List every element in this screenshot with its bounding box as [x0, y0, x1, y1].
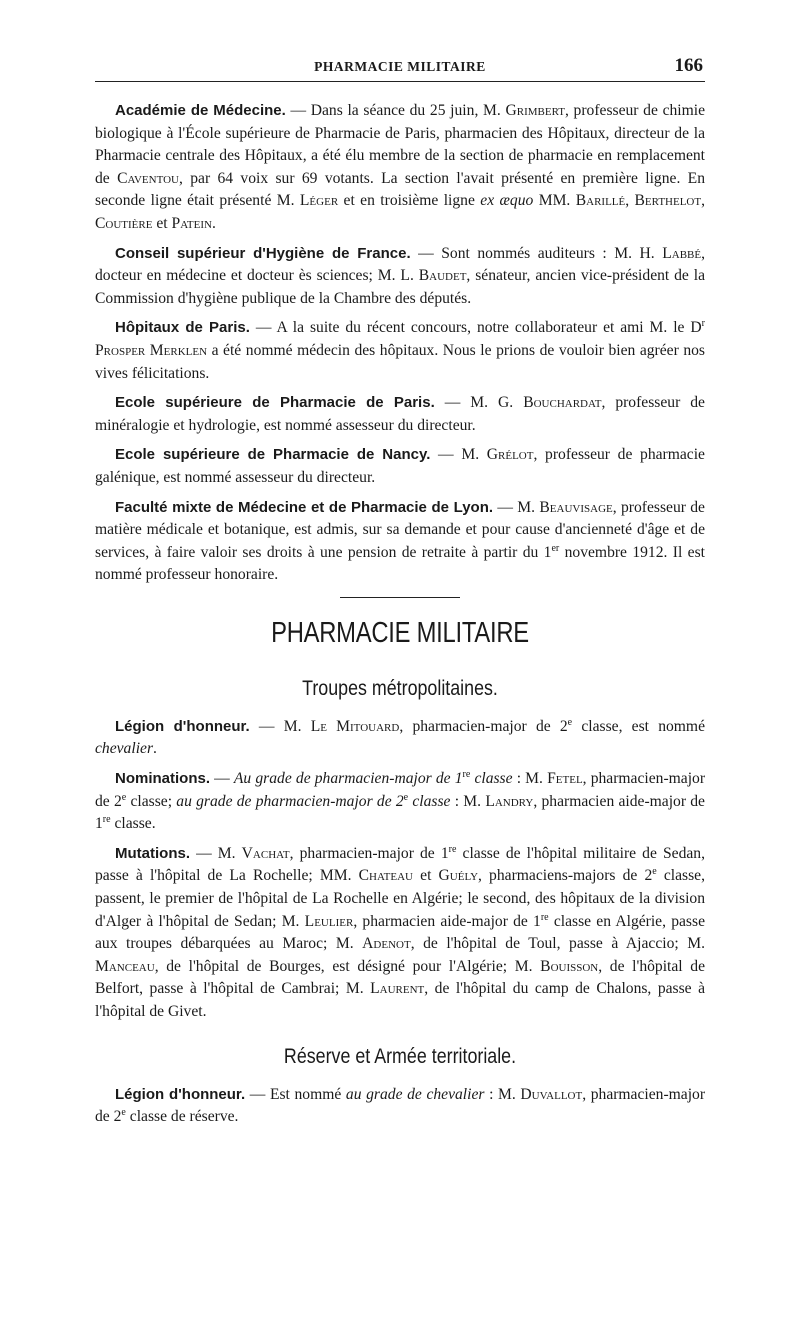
person-name: Le Mitouard	[310, 717, 400, 735]
superscript: re	[462, 768, 471, 780]
page-number: 166	[674, 55, 703, 76]
superscript: e	[121, 791, 127, 803]
person-name: Duvallot	[520, 1085, 583, 1103]
person-name: Grimbert	[505, 102, 565, 119]
person-name: Leulier	[304, 912, 354, 930]
italic-text: Au grade de pharmacien-major de 1	[233, 770, 463, 788]
news-paragraph	[95, 243, 705, 311]
paragraph-lead: Ecole supérieure de Pharmacie de Paris.	[115, 394, 435, 412]
text-run: , pharmacien-major de 2	[95, 770, 706, 810]
text-run: classe;	[126, 792, 177, 810]
running-header	[95, 55, 705, 82]
text-run: classe en Algérie, passe aux troupes débarquées au Maroc; M.	[95, 912, 705, 953]
subsection-title: Réserve et Armée territoriale.	[283, 1044, 517, 1068]
text-run: classe.	[110, 815, 156, 833]
person-name: Bouchardat	[523, 394, 602, 412]
military-paragraph	[95, 1084, 705, 1129]
text-run: , professeur de pharmacie galénique, est nommé assesseur du directeur.	[95, 446, 705, 486]
superscript: er	[551, 542, 560, 554]
person-name: Baudet	[418, 267, 467, 285]
paragraph-lead: Ecole supérieure de Pharmacie de Nancy.	[115, 446, 431, 464]
superscript: e	[403, 791, 409, 803]
italic-text: au grade de chevalier	[345, 1085, 485, 1103]
military-paragraph	[95, 716, 705, 761]
news-paragraph	[95, 100, 705, 236]
text-run: , docteur en médecine et docteur ès sciences; M. L.	[95, 244, 705, 285]
text-run: .	[211, 214, 216, 232]
text-run: — Dans la séance du 25 juin, M.	[285, 102, 506, 119]
text-run: et en troisième ligne	[338, 192, 481, 210]
paragraph-lead: Légion d'honneur.	[115, 717, 250, 735]
text-run: et	[413, 867, 439, 885]
text-run: classe de réserve.	[125, 1108, 239, 1126]
person-name: Guély	[438, 867, 479, 885]
text-run: — A la suite du récent concours, notre collaborateur et ami M. le D	[249, 319, 702, 337]
text-run: , pharmaciens-majors de 2	[478, 867, 653, 885]
italic-text: classe	[470, 770, 513, 788]
paragraph-body	[95, 845, 705, 1020]
person-name: Caventou	[117, 169, 180, 187]
text-run: , pharmacien aide-major de 1	[95, 792, 705, 833]
italic-text: classe	[408, 792, 451, 810]
person-name: Vachat	[241, 844, 290, 862]
person-name: Léger	[299, 192, 339, 210]
text-run: — M.	[493, 498, 540, 516]
text-run: et	[152, 214, 172, 232]
text-run: ,	[625, 192, 635, 210]
text-run: classe, passent, le premier de l'hôpital de La Rochelle en Algérie; le second, des hôpitaux de la division d'Alger à l'hôpital de Sedan; M.	[95, 867, 705, 930]
text-run: classe de l'hôpital militaire de Sedan, passe à l'hôpital de La Rochelle; MM.	[95, 844, 705, 885]
paragraph-lead: Hôpitaux de Paris.	[115, 319, 250, 337]
text-run: ,	[701, 192, 705, 210]
news-paragraph	[95, 497, 705, 587]
news-block	[95, 100, 705, 587]
military-paragraph	[95, 843, 705, 1024]
text-run: .	[153, 740, 157, 758]
person-name: Berthelot	[634, 192, 702, 210]
text-run: — M.	[249, 717, 311, 735]
person-name: Beauvisage	[539, 498, 613, 516]
paragraph-body	[95, 102, 705, 232]
text-run: , sénateur, ancien vice-président de la Commission d'hygiène publique de la Chambre des députés.	[95, 267, 706, 307]
text-run: : M.	[484, 1085, 521, 1103]
person-name: Landry	[485, 792, 534, 810]
person-name: Patein	[171, 214, 212, 232]
person-name: Bouisson	[540, 957, 599, 975]
text-run: : M.	[450, 792, 486, 810]
news-paragraph	[95, 392, 705, 437]
text-run: — Est nommé	[245, 1085, 346, 1103]
text-run: — M.	[430, 446, 487, 464]
person-name: Chateau	[358, 867, 414, 885]
text-run: , professeur de matière médicale et botanique, est admis, sur sa demande et pour cause d'ancienneté d'âge et de services, à faire valoir ses droits à une pension de retraite à partir du 1	[95, 498, 705, 561]
text-run: , professeur de minéralogie et hydrologie, est nommé assesseur du directeur.	[95, 394, 705, 434]
subsection-title: Troupes métropolitaines.	[302, 676, 498, 700]
section-title: PHARMACIE MILITAIRE	[271, 616, 529, 649]
news-paragraph	[95, 444, 705, 489]
person-name: Laurent	[370, 980, 425, 998]
text-run: , de l'hôpital de Belfort, passe à l'hôpital de Cambrai; M.	[95, 957, 705, 998]
superscript: e	[652, 866, 657, 878]
text-run: , pharmacien-major de 2	[95, 1085, 706, 1126]
paragraph-lead: Mutations.	[115, 844, 190, 862]
news-paragraph	[95, 317, 705, 385]
text-run: , professeur de chimie biologique à l'École supérieure de Pharmacie de Paris, pharmacien des Hôpitaux, directeur de la Pharmacie centrale des Hôpitaux, a été élu membre de la section de pharmacie en remplacement de	[95, 102, 706, 187]
text-run: , par 64 voix sur 69 votants. La section l'avait présenté en première ligne. En seconde ligne était présenté M.	[95, 169, 705, 210]
paragraph-lead: Faculté mixte de Médecine et de Pharmacie de Lyon.	[115, 498, 494, 516]
person-name: Manceau	[95, 957, 155, 975]
superscript: e	[121, 1107, 126, 1118]
italic-text: ex æquo	[480, 192, 534, 210]
paragraph-lead: Légion d'honneur.	[115, 1085, 246, 1103]
italic-text: au grade de pharmacien-major de 2	[176, 792, 404, 810]
paragraph-lead: Nominations.	[115, 770, 211, 788]
text-run: , de l'hôpital de Bourges, est désigné pour l'Algérie; M.	[154, 957, 541, 975]
text-run: — M. G.	[434, 394, 524, 412]
italic-text: chevalier	[95, 740, 154, 758]
running-title: PHARMACIE MILITAIRE	[314, 59, 486, 74]
person-name: Coutière	[95, 214, 153, 232]
text-run: , pharmacien-major de 1	[289, 844, 449, 862]
text-run: novembre 1912. Il est nommé professeur honoraire.	[95, 543, 705, 584]
superscript: re	[540, 911, 549, 923]
text-run: a été nommé médecin des hôpitaux. Nous le prions de vouloir bien agréer nos vives félicitations.	[95, 341, 705, 382]
superscript: e	[567, 716, 573, 728]
person-name: Labbé	[662, 244, 702, 262]
paragraph-lead: Académie de Médecine.	[115, 102, 286, 119]
superscript: r	[701, 318, 705, 330]
person-name: Adenot	[362, 935, 411, 953]
text-run: MM.	[533, 192, 576, 210]
text-run: : M.	[512, 770, 548, 788]
section-divider	[340, 597, 460, 598]
text-run: , pharmacien aide-major de 1	[353, 912, 541, 930]
text-run: , pharmacien-major de 2	[399, 717, 568, 735]
text-run: , de l'hôpital de Toul, passe à Ajaccio; M.	[410, 935, 705, 953]
person-name: Prosper Merklen	[95, 341, 208, 359]
text-run: —	[210, 770, 234, 788]
text-run: classe, est nommé	[572, 717, 705, 735]
article-body	[95, 100, 705, 1136]
superscript: re	[102, 814, 111, 826]
superscript: re	[448, 843, 457, 855]
person-name: Barillé	[575, 192, 626, 210]
text-run: , de l'hôpital du camp de Chalons, passe à l'hôpital de Givet.	[95, 980, 706, 1020]
paragraph-lead: Conseil supérieur d'Hygiène de France.	[115, 244, 411, 262]
military-paragraph	[95, 768, 705, 836]
text-run: — M.	[190, 844, 242, 862]
person-name: Grélot	[486, 446, 534, 464]
text-run: — Sont nommés auditeurs : M. H.	[410, 244, 663, 262]
person-name: Fetel	[547, 770, 583, 788]
